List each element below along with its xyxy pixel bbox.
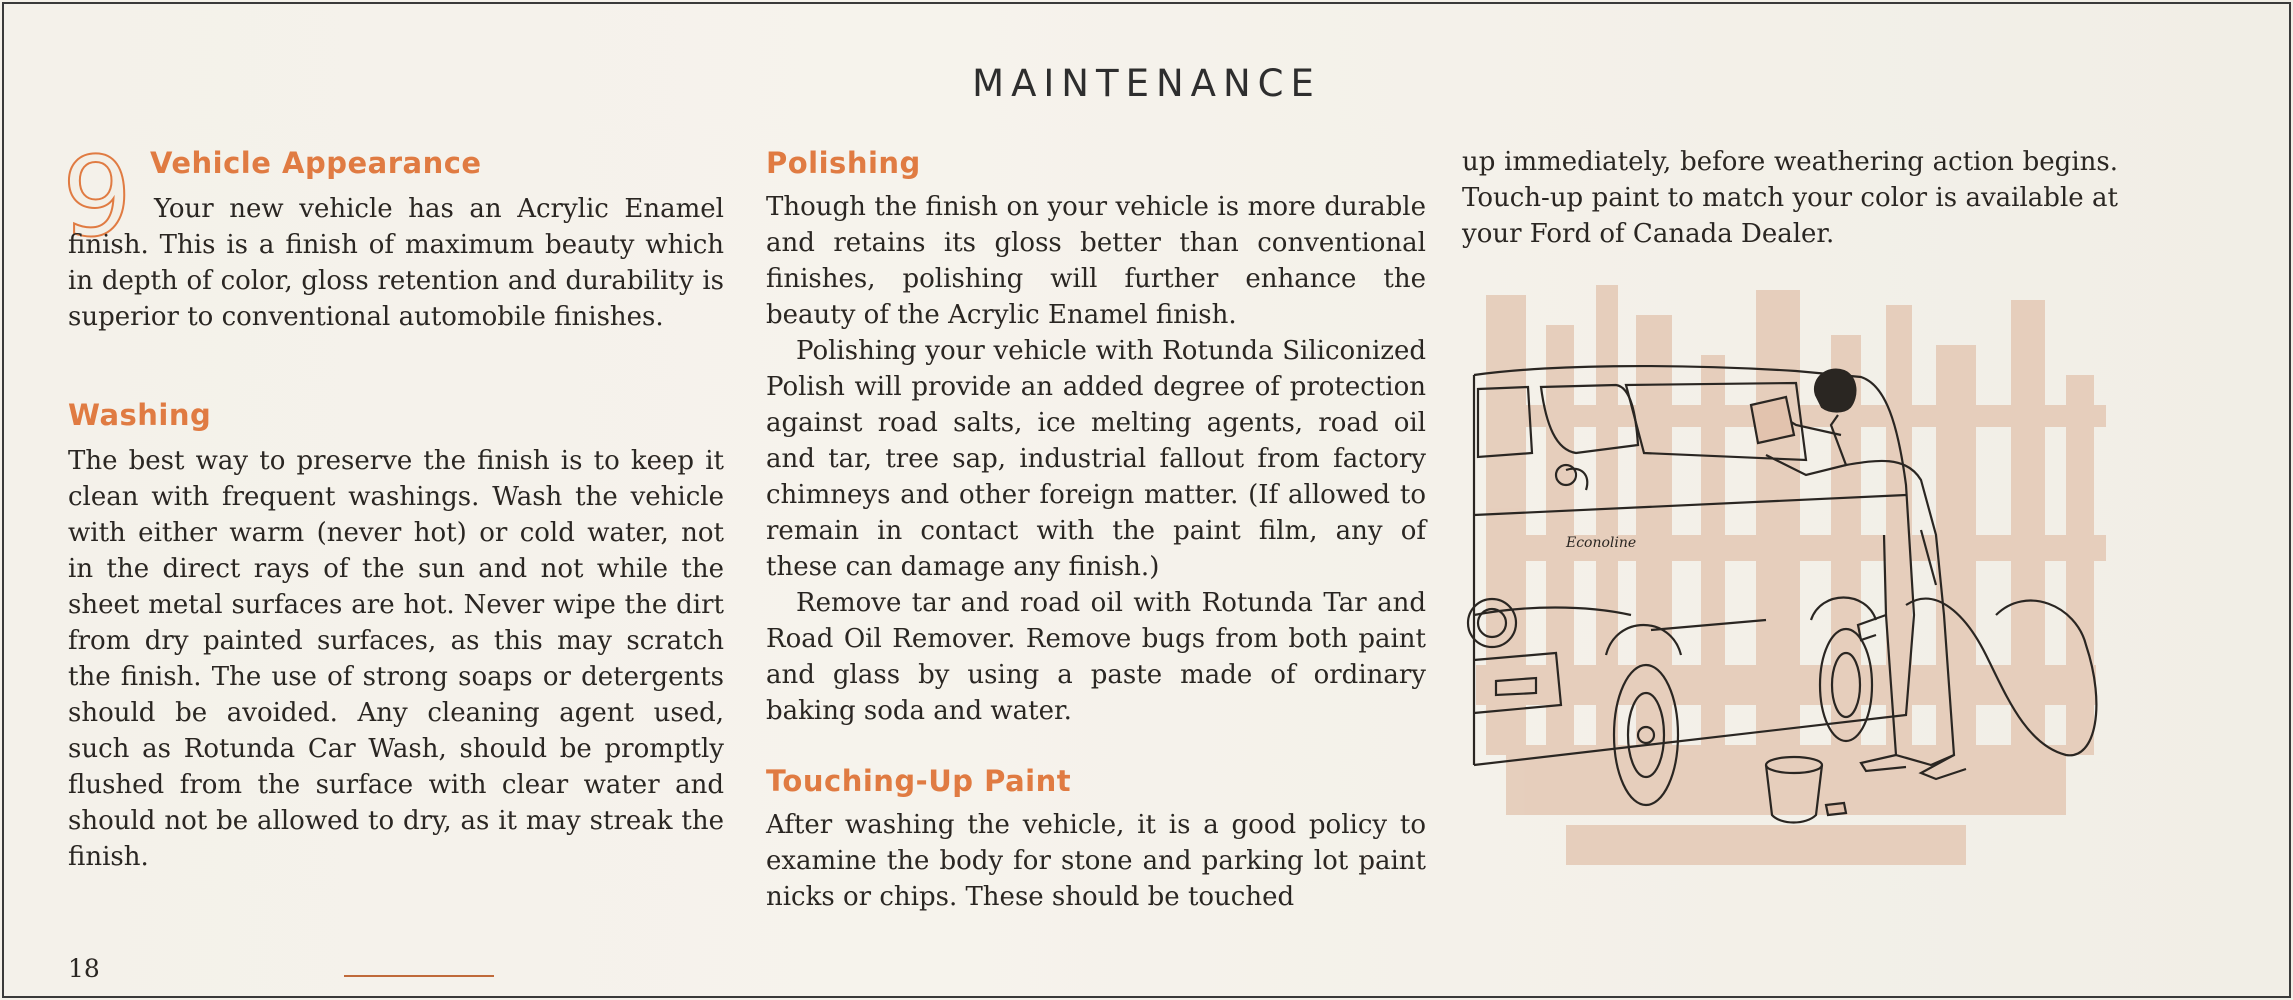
- van-washing-illustration: [1466, 285, 2126, 905]
- page-number: 18: [68, 954, 100, 983]
- page-title: MAINTENANCE: [972, 62, 1321, 105]
- middle-column: [766, 145, 1426, 915]
- section-number: 9: [62, 133, 132, 261]
- polishing-heading: Polishing: [766, 146, 921, 180]
- polishing-text-3: Remove tar and road oil with Rotunda Tar and Road Oil Remover. Remove bugs from both paint and glass by using a paste made of ordinary baking soda and water.: [766, 588, 1426, 726]
- right-column: [1462, 144, 2118, 252]
- washing-heading: Washing: [68, 398, 212, 432]
- left-column: [68, 145, 724, 875]
- svg-text:Econoline: Econoline: [1566, 535, 1637, 551]
- touching-up-heading: Touching-Up Paint: [766, 764, 1072, 798]
- polishing-text-1: Though the finish on your vehicle is more durable and retains its gloss better than conventional finishes, polishing will further enhance the beauty of the Acrylic Enamel finish.: [766, 192, 1426, 330]
- vehicle-appearance-text: Your new vehicle has an Acrylic Enamel finish. This is a finish of maximum beauty which in depth of color, gloss retention and durability is superior to conventional automobile finishes.: [68, 194, 724, 332]
- touching-up-text: After washing the vehicle, it is a good policy to examine the body for stone and parking lot paint nicks or chips. These should be touched: [766, 810, 1426, 912]
- van-script-label: [1565, 535, 1636, 551]
- polishing-text-2: Polishing your vehicle with Rotunda Siliconized Polish will provide an added degree of protection against road salts, ice melting agents, road oil and tar, tree sap, industrial fallout from factory chimneys and other foreign matter. (If allowed to remain in contact with the paint film, any of these can damage any finish.): [766, 336, 1426, 582]
- touch-up-continued-text: up immediately, before weathering action begins. Touch-up paint to match your color is available at your Ford of Canada Dealer.: [1462, 147, 2118, 249]
- background-wash: [1476, 285, 2106, 865]
- washing-text: The best way to preserve the finish is to keep it clean with frequent washings. Wash the vehicle with either warm (never hot) or cold water, not in the direct rays of the sun and not while the sheet metal surfaces are hot. Never wipe the dirt from dry painted surfaces, as this may scratch the finish. The use of strong soaps or detergents should be avoided. Any cleaning agent used, such as Rotunda Car Wash, should be promptly flushed from the surface with clear water and should not be allowed to dry, as it may streak the finish.: [68, 446, 724, 872]
- vehicle-appearance-heading: Vehicle Appearance: [150, 146, 482, 180]
- footer-rule: [344, 975, 494, 977]
